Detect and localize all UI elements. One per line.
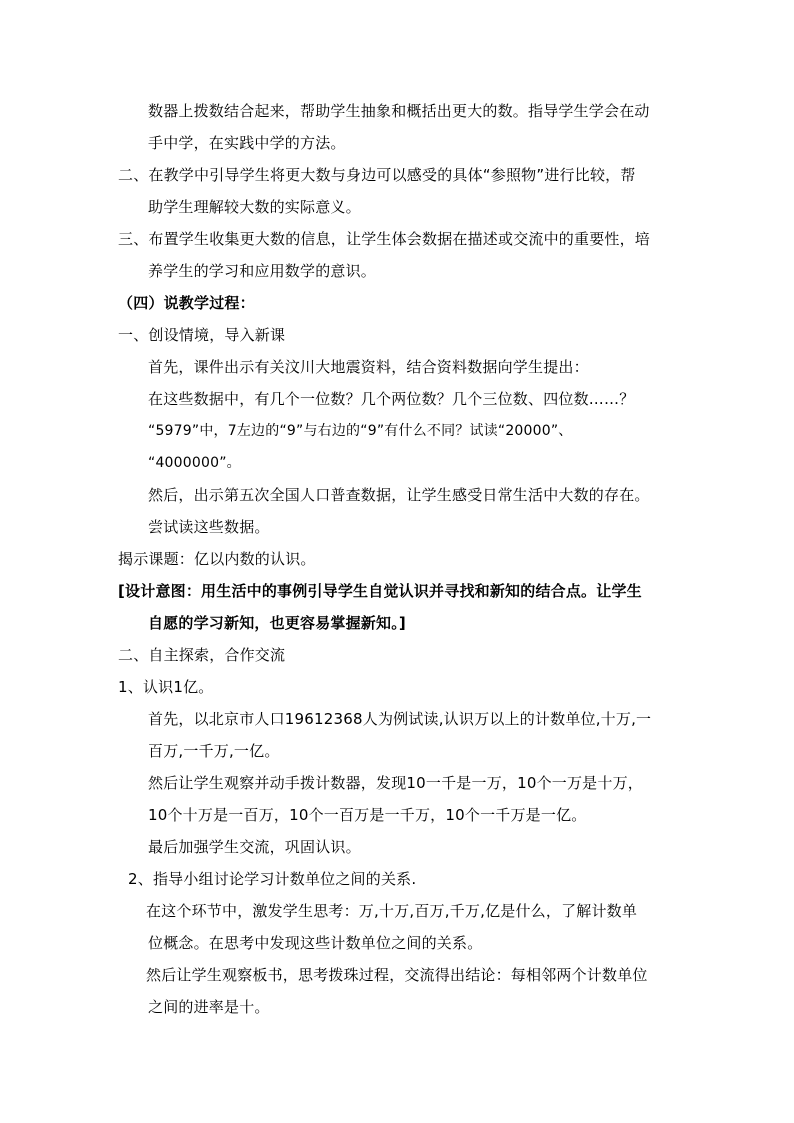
paragraph-line: 首先，以北京市人口19612368人为例试读,认识万以上的计数单位,十万,一	[148, 710, 652, 728]
design-intent: 自愿的学习新知，也更容易掌握新知。]	[148, 614, 406, 632]
paragraph-line: 10个十万是一百万，10个一百万是一千万，10个一千万是一亿。	[148, 806, 587, 824]
subsection-heading: 一、创设情境，导入新课	[118, 326, 286, 344]
paragraph-line: 首先，课件出示有关汶川大地震资料，结合资料数据向学生提出：	[148, 358, 589, 376]
list-item-line: 1、认识1亿。	[118, 678, 214, 696]
list-item-line: 三、布置学生收集更大数的信息，让学生体会数据在描述或交流中的重要性，培	[118, 230, 651, 248]
list-item-line: 二、在教学中引导学生将更大数与身边可以感受的具体“参照物”进行比较，帮	[118, 166, 636, 184]
paragraph-line: “4000000”。	[148, 455, 241, 471]
paragraph-line: 养学生的学习和应用数学的意识。	[148, 262, 377, 280]
paragraph-line: 助学生理解较大数的实际意义。	[148, 198, 361, 216]
subsection-heading: 二、自主探索，合作交流	[118, 646, 286, 664]
paragraph-line: 百万,一千万,一亿。	[148, 742, 280, 760]
paragraph-line: 数器上拨数结合起来，帮助学生抽象和概括出更大的数。指导学生学会在动	[148, 102, 650, 120]
section-heading: （四）说教学过程：	[118, 294, 255, 312]
paragraph-line: 位概念。在思考中发现这些计数单位之间的关系。	[148, 934, 483, 952]
paragraph-line: 然后，出示第五次全国人口普查数据，让学生感受日常生活中大数的存在。	[148, 486, 650, 504]
paragraph-line: 在这些数据中，有几个一位数？几个两位数？几个三位数、四位数……？	[148, 390, 635, 408]
lesson-topic: 揭示课题：亿以内数的认识。	[118, 550, 316, 568]
paragraph-line: 之间的进率是十。	[148, 998, 270, 1016]
design-intent: [设计意图：用生活中的事例引导学生自觉认识并寻找和新知的结合点。让学生	[118, 582, 642, 600]
paragraph-line: 然后让学生观察板书，思考拨珠过程，交流得出结论：每相邻两个计数单位	[146, 966, 648, 984]
list-item-line: 2、指导小组讨论学习计数单位之间的关系.	[128, 870, 417, 888]
paragraph-line: 在这个环节中，激发学生思考：万,十万,百万,千万,亿是什么，了解计数单	[146, 902, 638, 920]
paragraph-line: “5979”中，7左边的“9”与右边的“9”有什么不同？试读“20000”、	[148, 423, 573, 439]
paragraph-line: 最后加强学生交流，巩固认识。	[148, 838, 361, 856]
paragraph-line: 然后让学生观察并动手拨计数器，发现10一千是一万，10个一万是十万，	[148, 774, 643, 792]
paragraph-line: 尝试读这些数据。	[148, 518, 270, 536]
paragraph-line: 手中学，在实践中学的方法。	[148, 134, 346, 152]
